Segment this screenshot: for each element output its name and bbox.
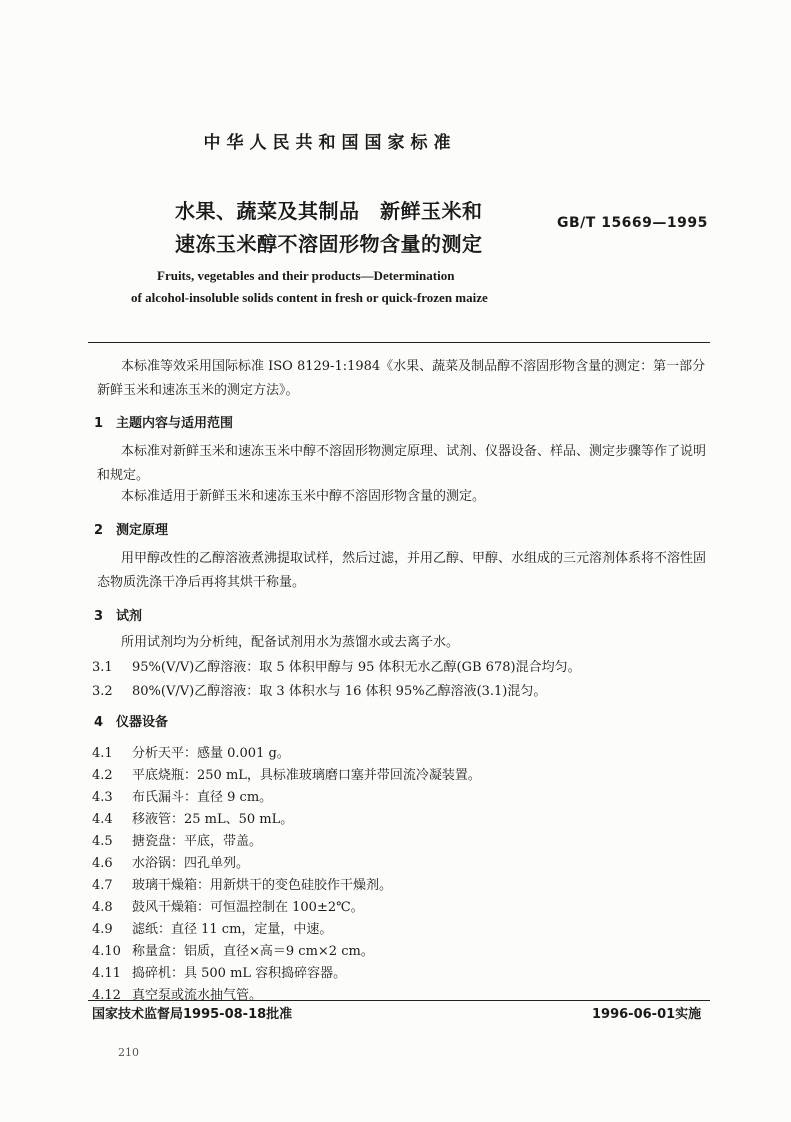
- section-2-heading: [94, 519, 168, 538]
- preface-paragraph: 本标准等效采用国际标准 ISO 8129-1:1984《水果、蔬菜及制品醇不溶固形物含量的测定：第一部分 新鲜玉米和速冻玉米的测定方法》。: [97, 359, 719, 398]
- section-4-heading: [94, 711, 168, 730]
- list-item: 4.12 真空泵或流水抽气管。: [92, 988, 263, 1003]
- section-number: 3: [94, 609, 104, 624]
- section-3-paragraph-1: 所用试剂均为分析纯，配备试剂用水为蒸馏水或去离子水。: [121, 635, 460, 650]
- list-item: 4.1 分析天平：感量 0.001 g。: [92, 746, 290, 761]
- section-1-paragraph-1: 本标准对新鲜玉米和速冻玉米中醇不溶固形物测定原理、试剂、仪器设备、样品、测定步骤等作了说明和规定。: [97, 444, 707, 483]
- footer-rule: [88, 1000, 710, 1001]
- list-item: 4.6 水浴锅：四孔单列。: [92, 856, 250, 871]
- header-rule: [88, 342, 710, 343]
- list-item: 4.4 移液管：25 mL、50 mL。: [92, 812, 294, 827]
- page-number: 210: [118, 1046, 139, 1059]
- section-title: 主题内容与适用范围: [116, 416, 234, 431]
- list-item: 4.10 称量盒：铝质，直径×高＝9 cm×2 cm。: [92, 944, 374, 959]
- english-title-line-1: Fruits, vegetables and their products—Determination: [157, 268, 455, 283]
- chinese-title-line-2: 速冻玉米醇不溶固形物含量的测定: [175, 232, 483, 256]
- standard-code: GB/T 15669—1995: [557, 215, 708, 231]
- section-number: 4: [94, 715, 104, 730]
- implementation-line: 1996-06-01实施: [592, 1007, 702, 1022]
- section-2-paragraph-1: 用甲醇改性的乙醇溶液煮沸提取试样，然后过滤，并用乙醇、甲醇、水组成的三元溶剂体系将不溶性固态物质洗涤干净后再将其烘干称量。: [97, 551, 707, 590]
- list-item: 4.11 捣碎机：具 500 mL 容积捣碎容器。: [92, 966, 347, 981]
- section-title: 试剂: [116, 609, 143, 624]
- approval-line: 国家技术监督局1995-08-18批准: [92, 1007, 293, 1022]
- english-title-line-2: of alcohol-insoluble solids content in fresh or quick-frozen maize: [131, 290, 488, 305]
- section-1-heading: [94, 412, 233, 431]
- list-item: 4.9 滤纸：直径 11 cm，定量，中速。: [92, 922, 333, 937]
- list-item: 4.7 玻璃干燥箱：用新烘干的变色硅胶作干燥剂。: [92, 878, 393, 893]
- section-1-paragraph-2: 本标准适用于新鲜玉米和速冻玉米中醇不溶固形物含量的测定。: [121, 489, 486, 504]
- section-number: 1: [94, 416, 104, 431]
- list-item: 4.3 布氏漏斗：直径 9 cm。: [92, 790, 273, 805]
- national-standard-heading: 中华人民共和国国家标准: [203, 133, 457, 153]
- section-title: 测定原理: [116, 523, 169, 538]
- chinese-title-line-1: 水果、蔬菜及其制品 新鲜玉米和: [175, 199, 483, 223]
- list-item: 3.1 95%(V/V)乙醇溶液：取 5 体积甲醇与 95 体积无水乙醇(GB 678)混合均匀。: [92, 660, 581, 675]
- list-item: 3.2 80%(V/V)乙醇溶液：取 3 体积水与 16 体积 95%乙醇溶液(3.1)混匀。: [92, 684, 547, 699]
- list-item: 4.8 鼓风干燥箱：可恒温控制在 100±2℃。: [92, 900, 364, 915]
- list-item: 4.2 平底烧瓶：250 mL，具标准玻璃磨口塞并带回流冷凝装置。: [92, 768, 481, 783]
- section-number: 2: [94, 523, 104, 538]
- section-title: 仪器设备: [116, 715, 169, 730]
- list-item: 4.5 搪瓷盘：平底，带盖。: [92, 834, 263, 849]
- section-3-heading: [94, 605, 142, 624]
